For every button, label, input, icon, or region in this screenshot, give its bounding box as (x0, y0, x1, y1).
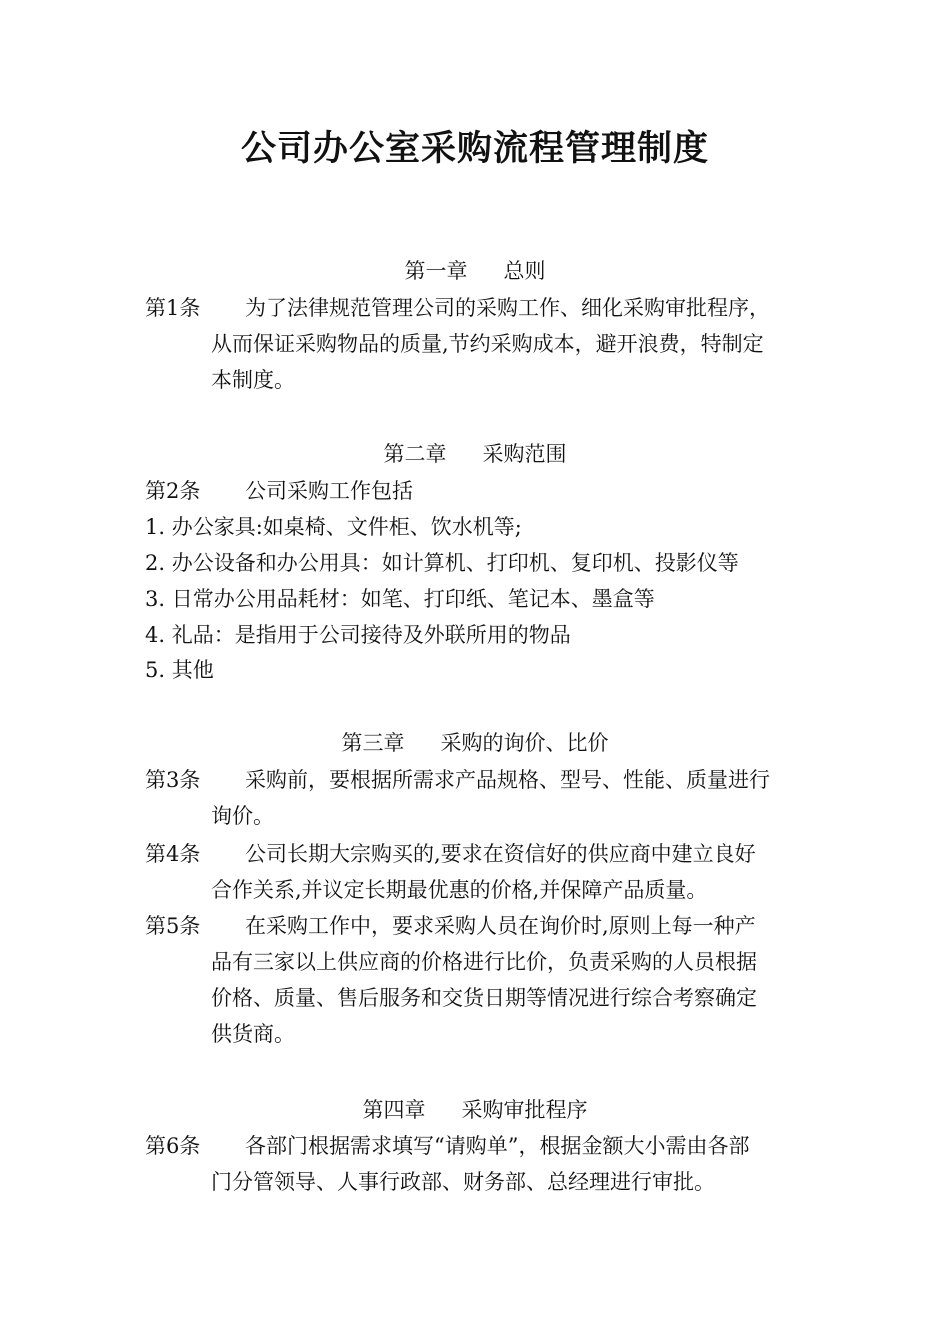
article-line: 公司长期大宗购买的,要求在资信好的供应商中建立良好 (245, 842, 756, 866)
article (145, 762, 810, 834)
list-item: 5. 其他 (145, 658, 214, 682)
article-line: 价格、质量、售后服务和交货日期等情况进行综合考察确定 (211, 986, 757, 1010)
article (145, 836, 810, 908)
chapter-heading (0, 1094, 950, 1126)
article-line: 门分管领导、人事行政部、财务部、总经理进行审批。 (211, 1170, 715, 1194)
article-line: 采购前，要根据所需求产品规格、型号、性能、质量进行 (245, 768, 770, 792)
article-line: 公司采购工作包括 (245, 479, 413, 503)
article (145, 290, 810, 398)
chapter-name: 总则 (503, 259, 546, 283)
chapter-heading (0, 727, 950, 759)
chapter-name: 采购的询价、比价 (440, 731, 609, 755)
chapter-label: 第二章 (383, 442, 447, 466)
article-line: 合作关系,并议定长期最优惠的价格,并保障产品质量。 (211, 878, 708, 902)
article-number: 第6条 (145, 1134, 201, 1158)
chapter-name: 采购范围 (482, 442, 567, 466)
chapter-label: 第一章 (404, 259, 468, 283)
article-line: 各部门根据需求填写“请购单”，根据金额大小需由各部 (245, 1134, 750, 1158)
article-line: 为了法律规范管理公司的采购工作、细化采购审批程序， (245, 296, 770, 320)
chapter-name: 采购审批程序 (461, 1098, 588, 1122)
article-number: 第5条 (145, 914, 201, 938)
chapter-label: 第三章 (341, 731, 405, 755)
list-item: 3. 日常办公用品耗材：如笔、打印纸、笔记本、墨盒等 (145, 587, 655, 611)
article (145, 908, 810, 1052)
article-line: 询价。 (211, 804, 274, 828)
list-item: 2. 办公设备和办公用具：如计算机、打印机、复印机、投影仪等 (145, 551, 739, 575)
list-item: 1. 办公家具:如桌椅、文件柜、饮水机等; (145, 515, 522, 539)
article-line: 在采购工作中，要求采购人员在询价时,原则上每一种产 (245, 914, 756, 938)
article-line: 从而保证采购物品的质量,节约采购成本，避开浪费，特制定 (211, 332, 764, 356)
article-number: 第3条 (145, 768, 201, 792)
article-line: 品有三家以上供应商的价格进行比价，负责采购的人员根据 (211, 950, 757, 974)
chapter-label: 第四章 (362, 1098, 426, 1122)
document-title: 公司办公室采购流程管理制度 (240, 129, 709, 169)
article (145, 1128, 810, 1200)
article-line: 本制度。 (211, 368, 295, 392)
list-item: 4. 礼品：是指用于公司接待及外联所用的物品 (145, 623, 571, 647)
article (145, 473, 810, 509)
article-number: 第1条 (145, 296, 201, 320)
chapter-heading (0, 438, 950, 470)
article-number: 第2条 (145, 479, 201, 503)
chapter-heading (0, 255, 950, 287)
article-line: 供货商。 (211, 1022, 295, 1046)
article-number: 第4条 (145, 842, 201, 866)
